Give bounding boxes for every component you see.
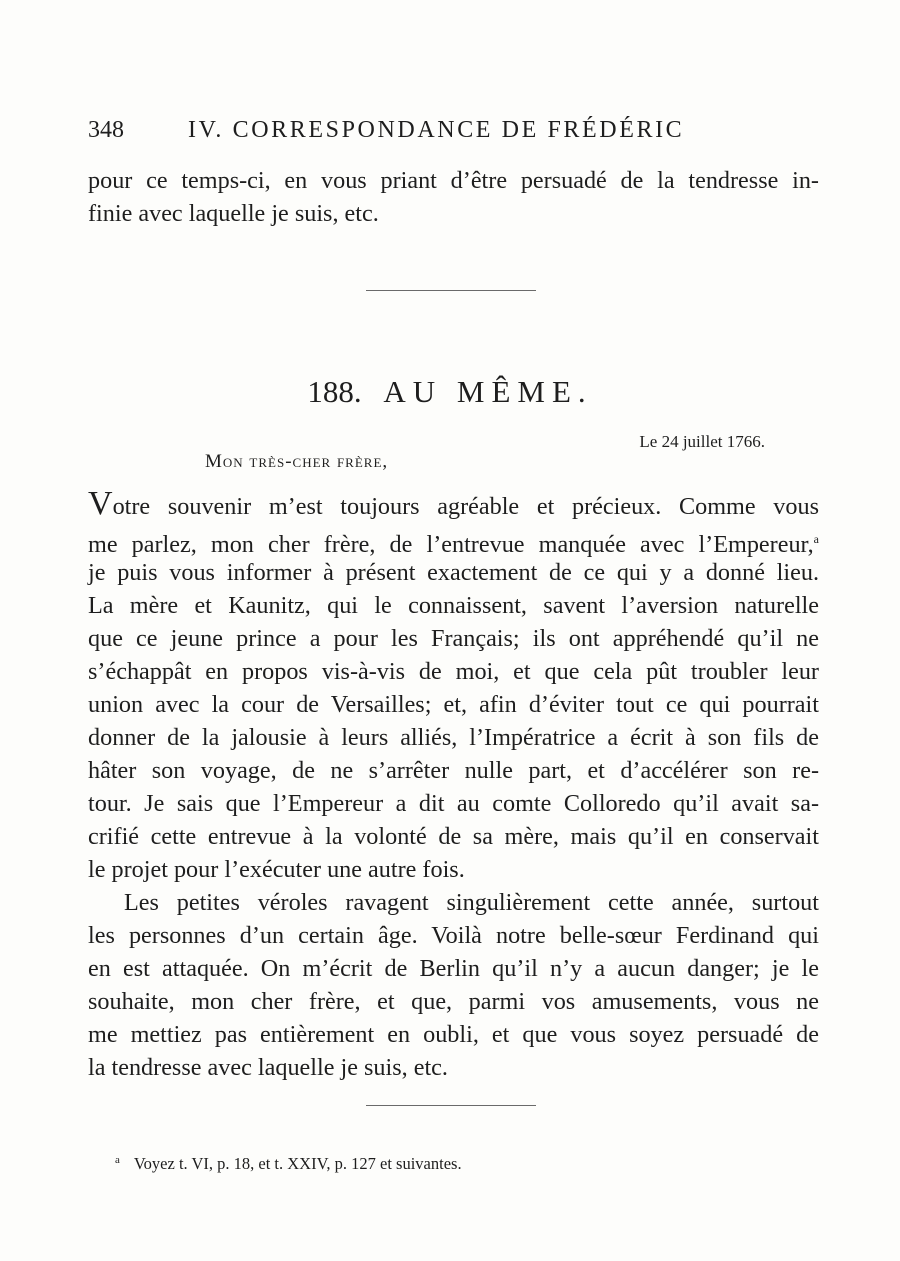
carryover-line: finie avec laquelle je suis, etc. <box>88 200 379 227</box>
body-line: La mère et Kaunitz, qui le connaissent, savent l’aversion naturelle <box>88 592 819 619</box>
body-line: donner de la jalousie à leurs alliés, l’Impératrice a écrit à son fils de <box>88 724 819 751</box>
body-line: les personnes d’un certain âge. Voilà notre belle-sœur Ferdinand qui <box>88 922 819 949</box>
body-line: s’échappât en propos vis-à-vis de moi, et que cela pût troubler leur <box>88 658 819 685</box>
footnote <box>115 1154 462 1174</box>
drop-cap: V <box>88 485 113 522</box>
body-line: Les petites véroles ravagent singulièrement cette année, surtout <box>124 889 819 916</box>
body-line: hâter son voyage, de ne s’arrêter nulle part, et d’accélérer son re- <box>88 757 819 784</box>
letter-heading: AU MÊME. <box>383 374 593 409</box>
body-line <box>88 485 819 523</box>
body-line: souhaite, mon cher frère, et que, parmi vos amusements, vous ne <box>88 988 819 1015</box>
footnote-reference: a <box>813 532 819 546</box>
body-line: me mettiez pas entièrement en oubli, et que vous soyez persuadé de <box>88 1021 819 1048</box>
body-line: en est attaquée. On m’écrit de Berlin qu’il n’y a aucun danger; je le <box>88 955 819 982</box>
carryover-line: pour ce temps-ci, en vous priant d’être persuadé de la tendresse in- <box>88 167 819 194</box>
section-divider <box>366 290 536 291</box>
body-line: le projet pour l’exécuter une autre fois. <box>88 856 465 883</box>
letter-salutation: Mon très-cher frère, <box>205 451 389 472</box>
body-line: la tendresse avec laquelle je suis, etc. <box>88 1054 448 1081</box>
footnote-mark: a <box>115 1154 120 1166</box>
letter-date: Le 24 juillet 1766. <box>639 432 765 451</box>
section-divider <box>366 1105 536 1106</box>
body-line: crifié cette entrevue à la volonté de sa mère, mais qu’il en conservait <box>88 823 819 850</box>
body-line: tour. Je sais que l’Empereur a dit au comte Colloredo qu’il avait sa- <box>88 790 819 817</box>
body-line-text: me parlez, mon cher frère, de l’entrevue manquée avec l’Empereur, <box>88 531 814 558</box>
body-line: que ce jeune prince a pour les Français; ils ont appréhendé qu’il ne <box>88 625 819 652</box>
footnote-text: Voyez t. VI, p. 18, et t. XXIV, p. 127 et suivantes. <box>133 1154 462 1173</box>
page-number: 348 <box>88 117 124 143</box>
body-line: union avec la cour de Versailles; et, afin d’éviter tout ce qui pourrait <box>88 691 819 718</box>
letter-number: 188. <box>307 374 362 409</box>
body-line: je puis vous informer à présent exactement de ce qui y a donné lieu. <box>88 559 819 586</box>
running-head: IV. CORRESPONDANCE DE FRÉDÉRIC <box>188 117 685 143</box>
body-line-text: otre souvenir m’est toujours agréable et précieux. Comme vous <box>112 493 819 520</box>
letter-title <box>0 374 900 410</box>
